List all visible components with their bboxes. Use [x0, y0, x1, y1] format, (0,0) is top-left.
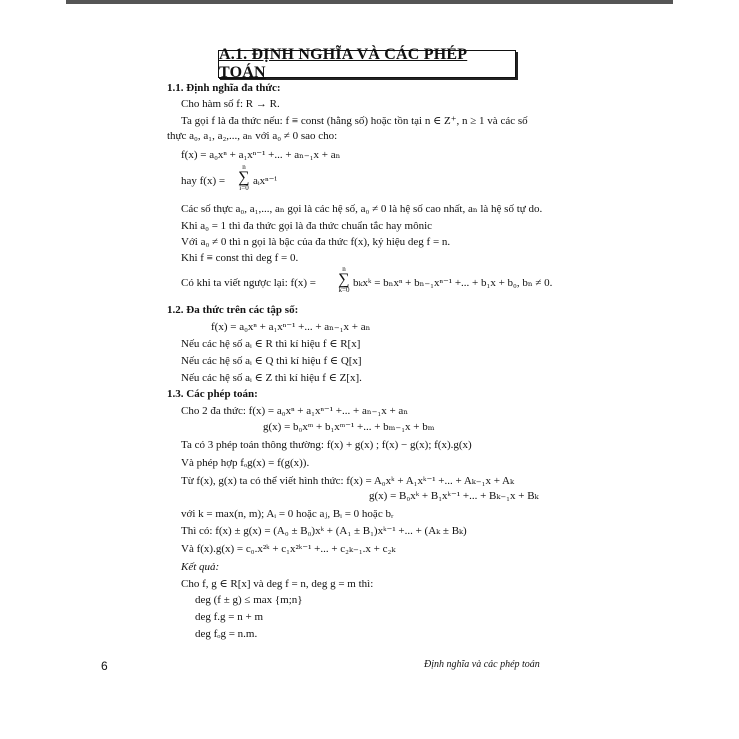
s1-line-10-term: bₖxᵏ = bₙxⁿ + bₙ₋₁xⁿ⁻¹ +... + b₁x + b₀, bₙ ≠ 0.: [353, 277, 553, 289]
s1-line-4: f(x) = a₀xⁿ + a₁xⁿ⁻¹ +... + aₙ₋₁x + aₙ: [181, 149, 341, 161]
section-1-1-heading: 1.1. Định nghĩa đa thức:: [167, 82, 281, 94]
page-number: 6: [101, 659, 108, 673]
section-1-3-heading: 1.3. Các phép toán:: [167, 388, 258, 400]
s2-line-2: Nếu các hệ số aᵢ ∈ R thì kí hiệu f ∈ R[x]: [181, 338, 361, 350]
s3-line-3: Ta có 3 phép toán thông thường: f(x) + g(x) ; f(x) − g(x); f(x).g(x): [181, 439, 472, 451]
sum-1-upper: n: [242, 163, 246, 171]
chapter-title-box: [218, 46, 516, 81]
s1-line-3: thực a₀, a₁, a₂,..., aₙ với a₀ ≠ 0 sao cho:: [167, 130, 338, 142]
s1-line-8: Với a₀ ≠ 0 thì n gọi là bậc của đa thức f(x), ký hiệu deg f = n.: [181, 236, 451, 248]
chapter-title: A.1. ĐỊNH NGHĨA VÀ CÁC PHÉP TOÁN: [219, 46, 468, 81]
sum-symbol-2: n ∑ k=0: [338, 265, 350, 294]
s1-line-6: Các số thực a₀, a₁,..., aₙ gọi là các hệ số, a₀ ≠ 0 là hệ số cao nhất, aₙ là hệ số tự do.: [181, 203, 543, 215]
s3-line-9: Và f(x).g(x) = c₀.x²ᵏ + c₁x²ᵏ⁻¹ +... + c₂ₖ₋₁.x + c₂ₖ: [181, 543, 396, 555]
s3-line-12: deg (f ± g) ≤ max {m;n}: [195, 594, 303, 606]
s3-result-label: Kết quả:: [181, 561, 220, 573]
s1-line-7: Khi a₀ = 1 thì đa thức gọi là đa thức chuẩn tắc hay mônic: [181, 220, 433, 232]
sum-symbol-1: n ∑ i=0: [238, 163, 250, 192]
s3-line-2: g(x) = b₀xᵐ + b₁xᵐ⁻¹ +... + bₘ₋₁x + bₘ: [263, 421, 435, 433]
s3-line-13: deg f.g = n + m: [195, 611, 264, 623]
s3-line-7: với k = max(n, m); Aᵢ = 0 hoặc aⱼ, Bᵢ = 0 hoặc bᵣ: [181, 508, 394, 520]
sum-2-upper: n: [342, 265, 346, 273]
s2-line-1: f(x) = a₀xⁿ + a₁xⁿ⁻¹ +... + aₙ₋₁x + aₙ: [211, 321, 371, 333]
book-page: [66, 0, 673, 739]
s1-line-1: Cho hàm số f: R → R.: [181, 98, 280, 110]
s2-line-4: Nếu các hệ số aᵢ ∈ Z thì kí hiệu f ∈ Z[x].: [181, 372, 362, 384]
s3-line-8: Thì có: f(x) ± g(x) = (A₀ ± B₀)xᵏ + (A₁ ± B₁)xᵏ⁻¹ +... + (Aₖ ± Bₖ): [181, 525, 467, 537]
s3-line-11: Cho f, g ∈ R[x] và deg f = n, deg g = m thì:: [181, 578, 374, 590]
s2-line-3: Nếu các hệ số aᵢ ∈ Q thì kí hiệu f ∈ Q[x]: [181, 355, 362, 367]
s1-line-9: Khi f ≡ const thì deg f = 0.: [181, 252, 299, 264]
s3-line-6: g(x) = B₀xᵏ + B₁xᵏ⁻¹ +... + Bₖ₋₁x + Bₖ: [369, 490, 539, 502]
s1-line-5-term: aᵢxⁿ⁻ⁱ: [253, 175, 277, 187]
sum-1-lower: i=0: [239, 184, 249, 192]
s3-line-1: Cho 2 đa thức: f(x) = a₀xⁿ + a₁xⁿ⁻¹ +... + aₙ₋₁x + aₙ: [181, 405, 409, 417]
s3-line-5: Từ f(x), g(x) ta có thể viết hình thức: f(x) = A₀xᵏ + A₁xᵏ⁻¹ +... + Aₖ₋₁x + Aₖ: [181, 475, 514, 487]
s1-line-10-prefix: Có khi ta viết ngược lại: f(x) =: [181, 277, 316, 289]
sum-2-lower: k=0: [338, 286, 350, 294]
section-1-2-heading: 1.2. Đa thức trên các tập số:: [167, 304, 299, 316]
s3-line-14: deg fₒg = n.m.: [195, 628, 258, 640]
s1-line-2: Ta gọi f là đa thức nếu: f ≡ const (hằng số) hoặc tồn tại n ∈ Z⁺, n ≥ 1 và các số: [181, 115, 528, 127]
page-top-edge: [66, 0, 673, 4]
s1-line-5-prefix: hay f(x) =: [181, 175, 226, 187]
running-footer-title: Định nghĩa và các phép toán: [424, 659, 540, 670]
s3-line-4: Và phép hợp fₒg(x) = f(g(x)).: [181, 457, 310, 469]
